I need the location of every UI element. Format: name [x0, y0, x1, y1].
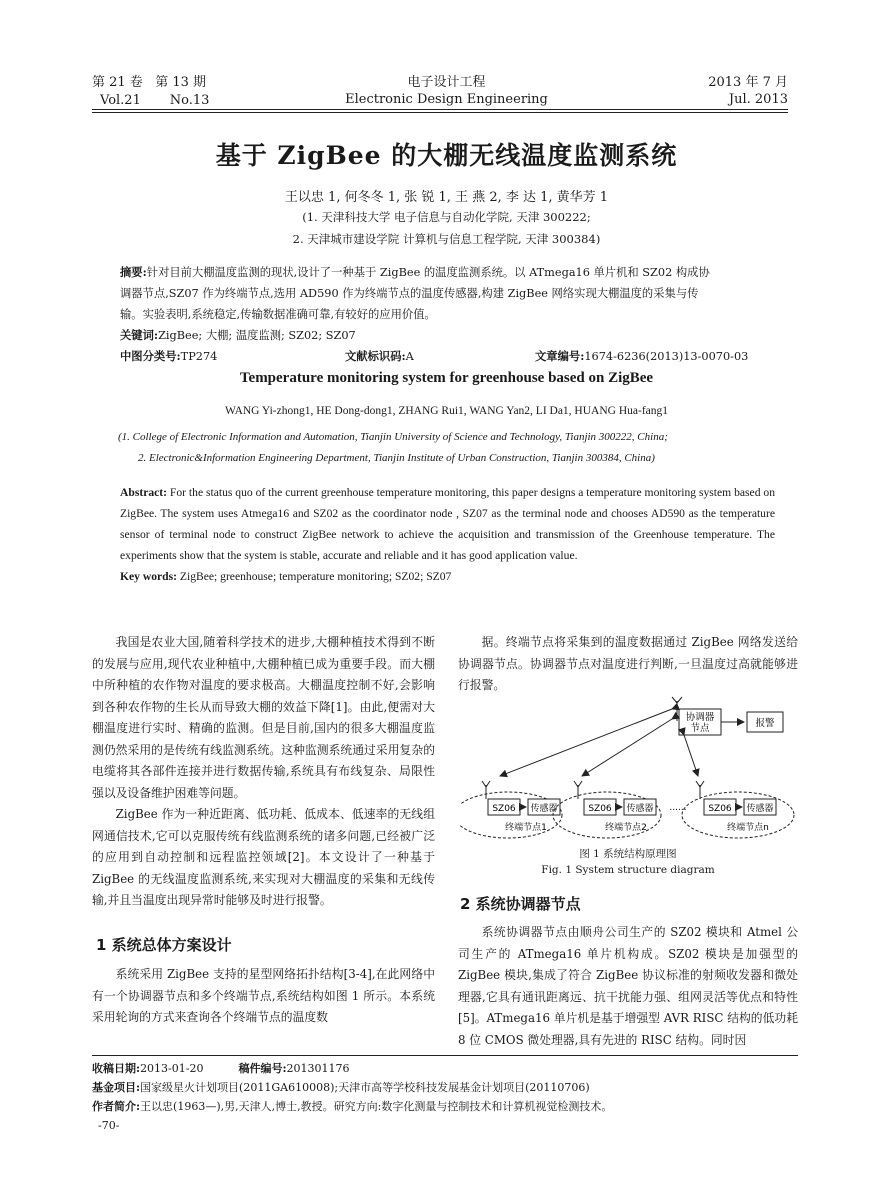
paragraph-intro-1: 我国是农业大国,随着科学技术的进步,大棚种植技术得到不断的发展与应用,现代农业种植中,大棚种植已成为重要手段。而大棚中所种植的农作物对温度的要求极高。大棚温度控制不好,会影响到各种农作物的生长从而导致大棚的效益下降[1]。由此,便需对大棚温度进行实时、精确的监测。但是目前,国内的很多大棚温度监测仍然采用的是传统有线监测系统。这种监测系统通过采用复杂的电缆将其各部件连接并进行数据传输,系统具有布线复杂、局限性强以及设备维护困难等问题。 [92, 635, 435, 800]
date-en: Jul. 2013 [728, 92, 788, 107]
node-n-sensor: 传感器 [746, 804, 774, 814]
paper-title-en: Temperature monitoring system for greenhouse based on ZigBee [239, 370, 654, 386]
clc-label: 中图分类号: [120, 349, 181, 363]
art-value: 1674-6236(2013)13-0070-03 [584, 350, 749, 363]
authors-en: WANG Yi-zhong1, HE Dong-dong1, ZHANG Rui1, WANG Yan2, LI Da1, HUANG Hua-fang1 [224, 405, 669, 417]
abstract-cn [120, 262, 775, 346]
journal-cn: 电子设计工程 [407, 75, 486, 90]
header-volume [92, 74, 206, 91]
received-date: 2013-01-20 [140, 1062, 204, 1075]
affiliation-cn-1: (1. 天津科技大学 电子信息与自动化学院, 天津 300222; [302, 210, 591, 224]
node-n-label: 终端节点n [727, 823, 769, 833]
node-1-label: 终端节点1 [505, 823, 547, 833]
issue-cn: 第 13 期 [155, 75, 207, 90]
author-bio: 王以忠(1963—),男,天津人,博士,教授。研究方向:数字化测量与控制技术和计算机视觉检测技术。 [140, 1100, 613, 1113]
header-rule [92, 109, 788, 110]
clc-value: TP274 [180, 350, 218, 363]
abstract-cn-label: 摘要: [120, 265, 147, 279]
paper-title-cn: 基于 ZigBee 的大棚无线温度监测系统 [215, 141, 678, 170]
date-cn: 2013 年 7 月 [708, 75, 788, 90]
authors-cn: 王以忠 1, 何冬冬 1, 张 锐 1, 王 燕 2, 李 达 1, 黄华芳 1 [284, 190, 609, 205]
left-column [92, 632, 435, 912]
header-volume-en [100, 92, 209, 109]
node-n-sz06: SZ06 [708, 804, 732, 814]
node-2-sensor: 传感器 [626, 804, 654, 814]
affiliation-en-1: (1. College of Electronic Information and Automation, Tianjin University of Science and Technology, Tianjin 300222, China; [118, 431, 668, 443]
doc-code [345, 346, 414, 367]
coordinator-label-1: 协调器 [685, 712, 715, 723]
ellipsis-dots: ...... [669, 803, 687, 813]
paragraph-sec2: 系统协调器节点由顺舟公司生产的 SZ02 模块和 Atmel 公司生产的 ATmega16 单片机构成。SZ02 模块是加强型的 ZigBee 模块,集成了符合 ZigBee 协议标准的射频收发器和微处理器,它具有通讯距离远、抗干扰能力强、组网灵活等优点和特性[5]。ATmega16 单片机是基于增强型 AVR RISC 结构的低功耗 8 位 CMOS 微处理器,具有先进的 RISC 结构。同时因 [458, 925, 798, 1047]
paragraph-sec1: 系统采用 ZigBee 支持的星型网络拓扑结构[3-4],在此网络中有一个协调器节点和多个终端节点,系统结构如图 1 所示。本系统采用轮询的方式来查询各个终端节点的温度数 [92, 967, 435, 1024]
author-bio-label: 作者简介: [92, 1100, 141, 1113]
manuscript-number: 201301176 [286, 1062, 350, 1075]
doc-label: 文献标识码: [345, 349, 406, 363]
keywords-cn: ZigBee; 大棚; 温度监测; SZ02; SZ07 [158, 329, 356, 342]
header-date [600, 74, 788, 108]
affiliation-cn-2: 2. 天津城市建设学院 计算机与信息工程学院, 天津 300384) [292, 232, 601, 246]
abstract-en-text: For the status quo of the current greenhouse temperature monitoring, this paper designs a temperature monitoring system based on ZigBee. The system uses Atmega16 and SZ02 as the coordinator node , SZ07 as the terminal node and chooses AD590 as the temperature sensor of terminal node to construct ZigBee network to achieve the acquisition and transmission of the Greenhouse temperature. The experiments show that the system is stable, accurate and reliable and it has good application value. [120, 486, 775, 562]
footnotes [92, 1059, 798, 1135]
paragraph-intro-2: ZigBee 作为一种近距离、低功耗、低成本、低速率的无线组网通信技术,它可以克服传统有线监测系统的诸多问题,已经被广泛的应用到自动控制和远程监控领域[2]。本文设计了一种基于 ZigBee 的无线温度监测系统,来实现对大棚温度的采集和无线传输,并且当温度出现异常时能够及时进行报警。 [92, 807, 435, 907]
journal-en: Electronic Design Engineering [345, 92, 548, 107]
node-2-sz06: SZ06 [588, 804, 612, 814]
alarm-label: 报警 [755, 718, 775, 729]
figure-caption-cn: 图 1 系统结构原理图 [579, 848, 677, 860]
system-structure-diagram [460, 693, 800, 843]
node-2-label: 终端节点2 [605, 823, 647, 833]
issue-en: No.13 [169, 93, 210, 108]
fund-label: 基金项目: [92, 1081, 141, 1094]
link-node-n [684, 735, 698, 776]
journal-title [300, 74, 593, 108]
figure-caption-en: Fig. 1 System structure diagram [541, 864, 715, 876]
node-1-sz06: SZ06 [492, 804, 516, 814]
article-number [535, 346, 748, 367]
affiliation-en-2: 2. Electronic&Information Engineering Department, Tianjin Institute of Urban Construction, Tianjin 300384, China) [138, 452, 655, 464]
abstract-en-label: Abstract: [120, 486, 168, 499]
paragraph-right-1: 据。终端节点将采集到的温度数据通过 ZigBee 网络发送给协调器节点。协调器节点对温度进行判断,一旦温度过高就能够进行报警。 [458, 635, 798, 692]
node-n-antenna-icon [696, 781, 704, 799]
link-node-1 [500, 709, 672, 776]
right-column-sec2 [458, 922, 798, 1051]
footer-rule [92, 1055, 798, 1056]
page-number: -70- [98, 1119, 120, 1132]
doc-value: A [405, 350, 414, 363]
volume-cn: 第 21 卷 [92, 75, 143, 90]
received-label: 收稿日期: [92, 1062, 141, 1075]
left-column-sec1 [92, 964, 435, 1029]
header-rule-2 [92, 112, 788, 113]
node-1-antenna-icon [482, 781, 490, 799]
section-1-heading: 1 系统总体方案设计 [96, 936, 232, 954]
abstract-cn-line1: 针对目前大棚温度监测的现状,设计了一种基于 ZigBee 的温度监测系统。以 ATmega16 单片机和 SZ02 构成协 [146, 266, 710, 279]
keywords-cn-label: 关键词: [120, 328, 159, 342]
section-2-heading: 2 系统协调器节点 [460, 895, 581, 913]
link-node-2 [582, 719, 672, 776]
coordinator-label-2: 节点 [690, 723, 710, 734]
manuscript-label: 稿件编号: [238, 1062, 287, 1075]
art-label: 文章编号: [535, 349, 585, 363]
abstract-en [120, 482, 775, 587]
volume-en: Vol.21 [100, 93, 141, 108]
abstract-cn-line3: 输。实验表明,系统稳定,传输数据准确可靠,有较好的应用价值。 [120, 308, 436, 321]
abstract-cn-line2: 调器节点,SZ07 作为终端节点,选用 AD590 作为终端节点的温度传感器,构建 ZigBee 网络实现大棚温度的采集与传 [120, 287, 699, 300]
keywords-en-label: Key words: [120, 570, 177, 583]
fund-text: 国家级星火计划项目(2011GA610008);天津市高等学校科技发展基金计划项目(20110706) [140, 1081, 590, 1094]
right-column-top [458, 632, 798, 697]
keywords-en: ZigBee; greenhouse; temperature monitoring; SZ02; SZ07 [179, 570, 452, 583]
node-1-sensor: 传感器 [530, 804, 558, 814]
